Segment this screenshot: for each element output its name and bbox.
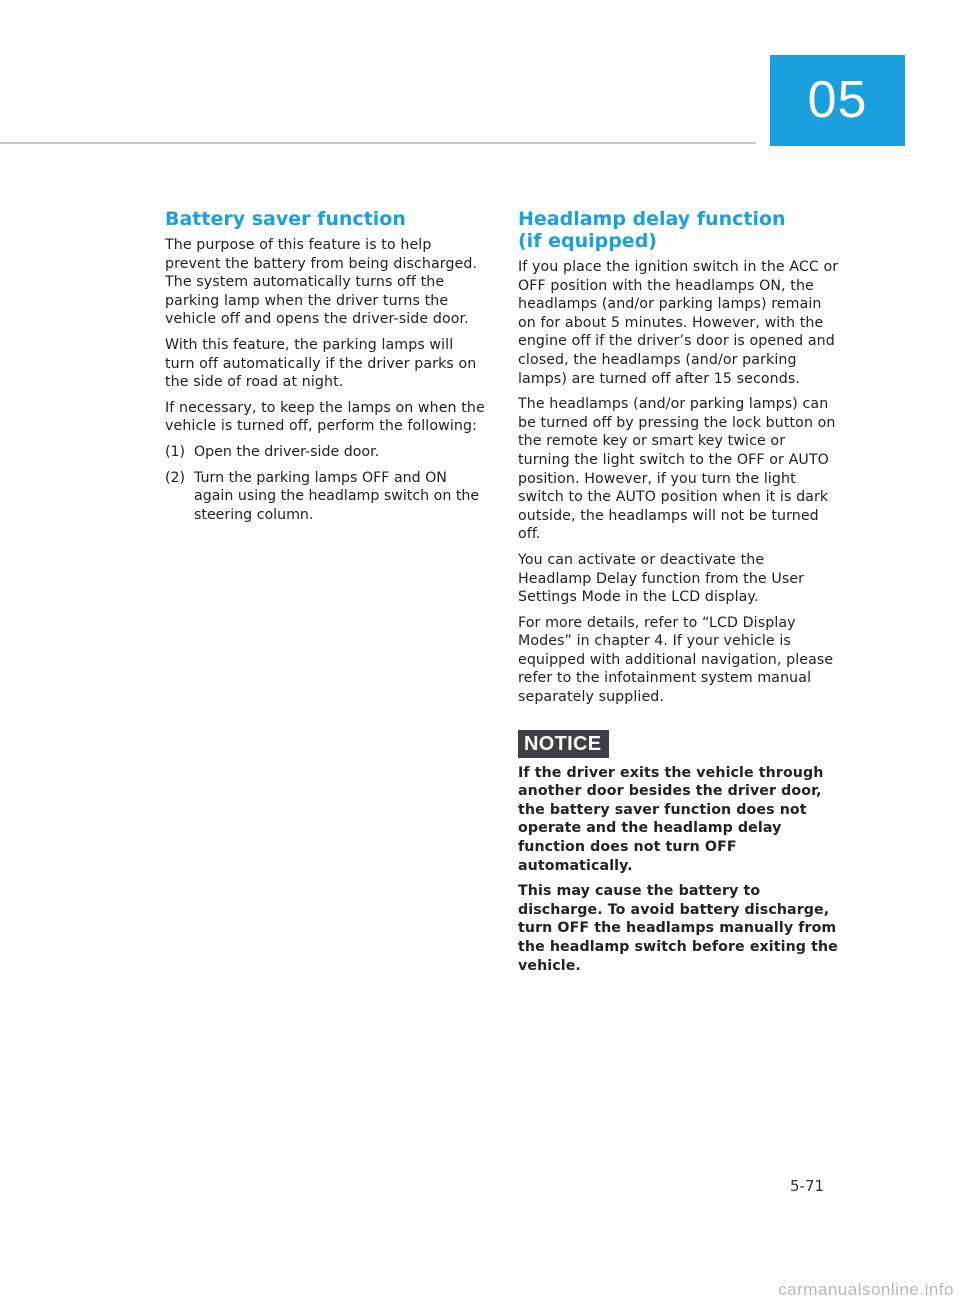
step-number: (1)	[165, 443, 186, 460]
notice-block	[518, 714, 840, 976]
battery-saver-paragraph: With this feature, the parking lamps will turn off automatically if the driver parks on the side of road at night.	[165, 336, 477, 391]
watermark: carmanualsonline.info	[778, 1280, 954, 1299]
headlamp-delay-heading	[518, 208, 840, 252]
battery-saver-steps	[165, 443, 487, 524]
notice-paragraph: If the driver exits the vehicle through another door besides the driver door, the battery saver function does not operate and the headlamp delay function does not turn OFF automatically.	[518, 764, 824, 874]
page-number: 5-71	[790, 1177, 825, 1195]
headlamp-delay-paragraph: If you place the ignition switch in the ACC or OFF position with the headlamps ON, the headlamps (and/or parking lamps) remain on for about 5 minutes. However, with the engine off if the driver’s door is opened and closed, the headlamps (and/or parking lamps) are turned off after 15 seconds.	[518, 259, 839, 387]
battery-saver-paragraph: If necessary, to keep the lamps on when the vehicle is turned off, perform the following:	[165, 399, 485, 435]
step-text: Open the driver-side door.	[194, 443, 380, 460]
notice-badge: NOTICE	[518, 730, 609, 758]
header-rule	[0, 142, 756, 144]
right-column	[518, 208, 840, 982]
headlamp-delay-heading-line2: (if equipped)	[518, 230, 657, 252]
battery-saver-paragraph: The purpose of this feature is to help prevent the battery from being discharged. The system automatically turns off the parking lamp when the driver turns the vehicle off and opens the driver-side door.	[165, 237, 478, 328]
battery-saver-heading: Battery saver function	[165, 208, 406, 230]
headlamp-delay-paragraph: The headlamps (and/or parking lamps) can be turned off by pressing the lock button on the remote key or smart key twice or turning the light switch to the OFF or AUTO position. However, if you turn the light switch to the AUTO position when it is dark outside, the headlamps will not be turned off.	[518, 396, 836, 543]
chapter-tab: 05	[770, 55, 905, 146]
step-item	[165, 469, 487, 525]
step-number: (2)	[165, 469, 186, 486]
notice-paragraph: This may cause the battery to discharge. To avoid battery discharge, turn OFF the headlamps manually from the headlamp switch before exiting the vehicle.	[518, 883, 838, 974]
headlamp-delay-paragraph: You can activate or deactivate the Headlamp Delay function from the User Settings Mode in the LCD display.	[518, 551, 805, 606]
left-column	[165, 208, 487, 531]
headlamp-delay-paragraph: For more details, refer to “LCD Display Modes” in chapter 4. If your vehicle is equipped with additional navigation, please refer to the infotainment system manual separately supplied.	[518, 614, 834, 706]
step-item	[165, 443, 487, 462]
step-text: Turn the parking lamps OFF and ON again using the headlamp switch on the steering column.	[194, 469, 480, 523]
headlamp-delay-heading-line1: Headlamp delay function	[518, 208, 786, 230]
